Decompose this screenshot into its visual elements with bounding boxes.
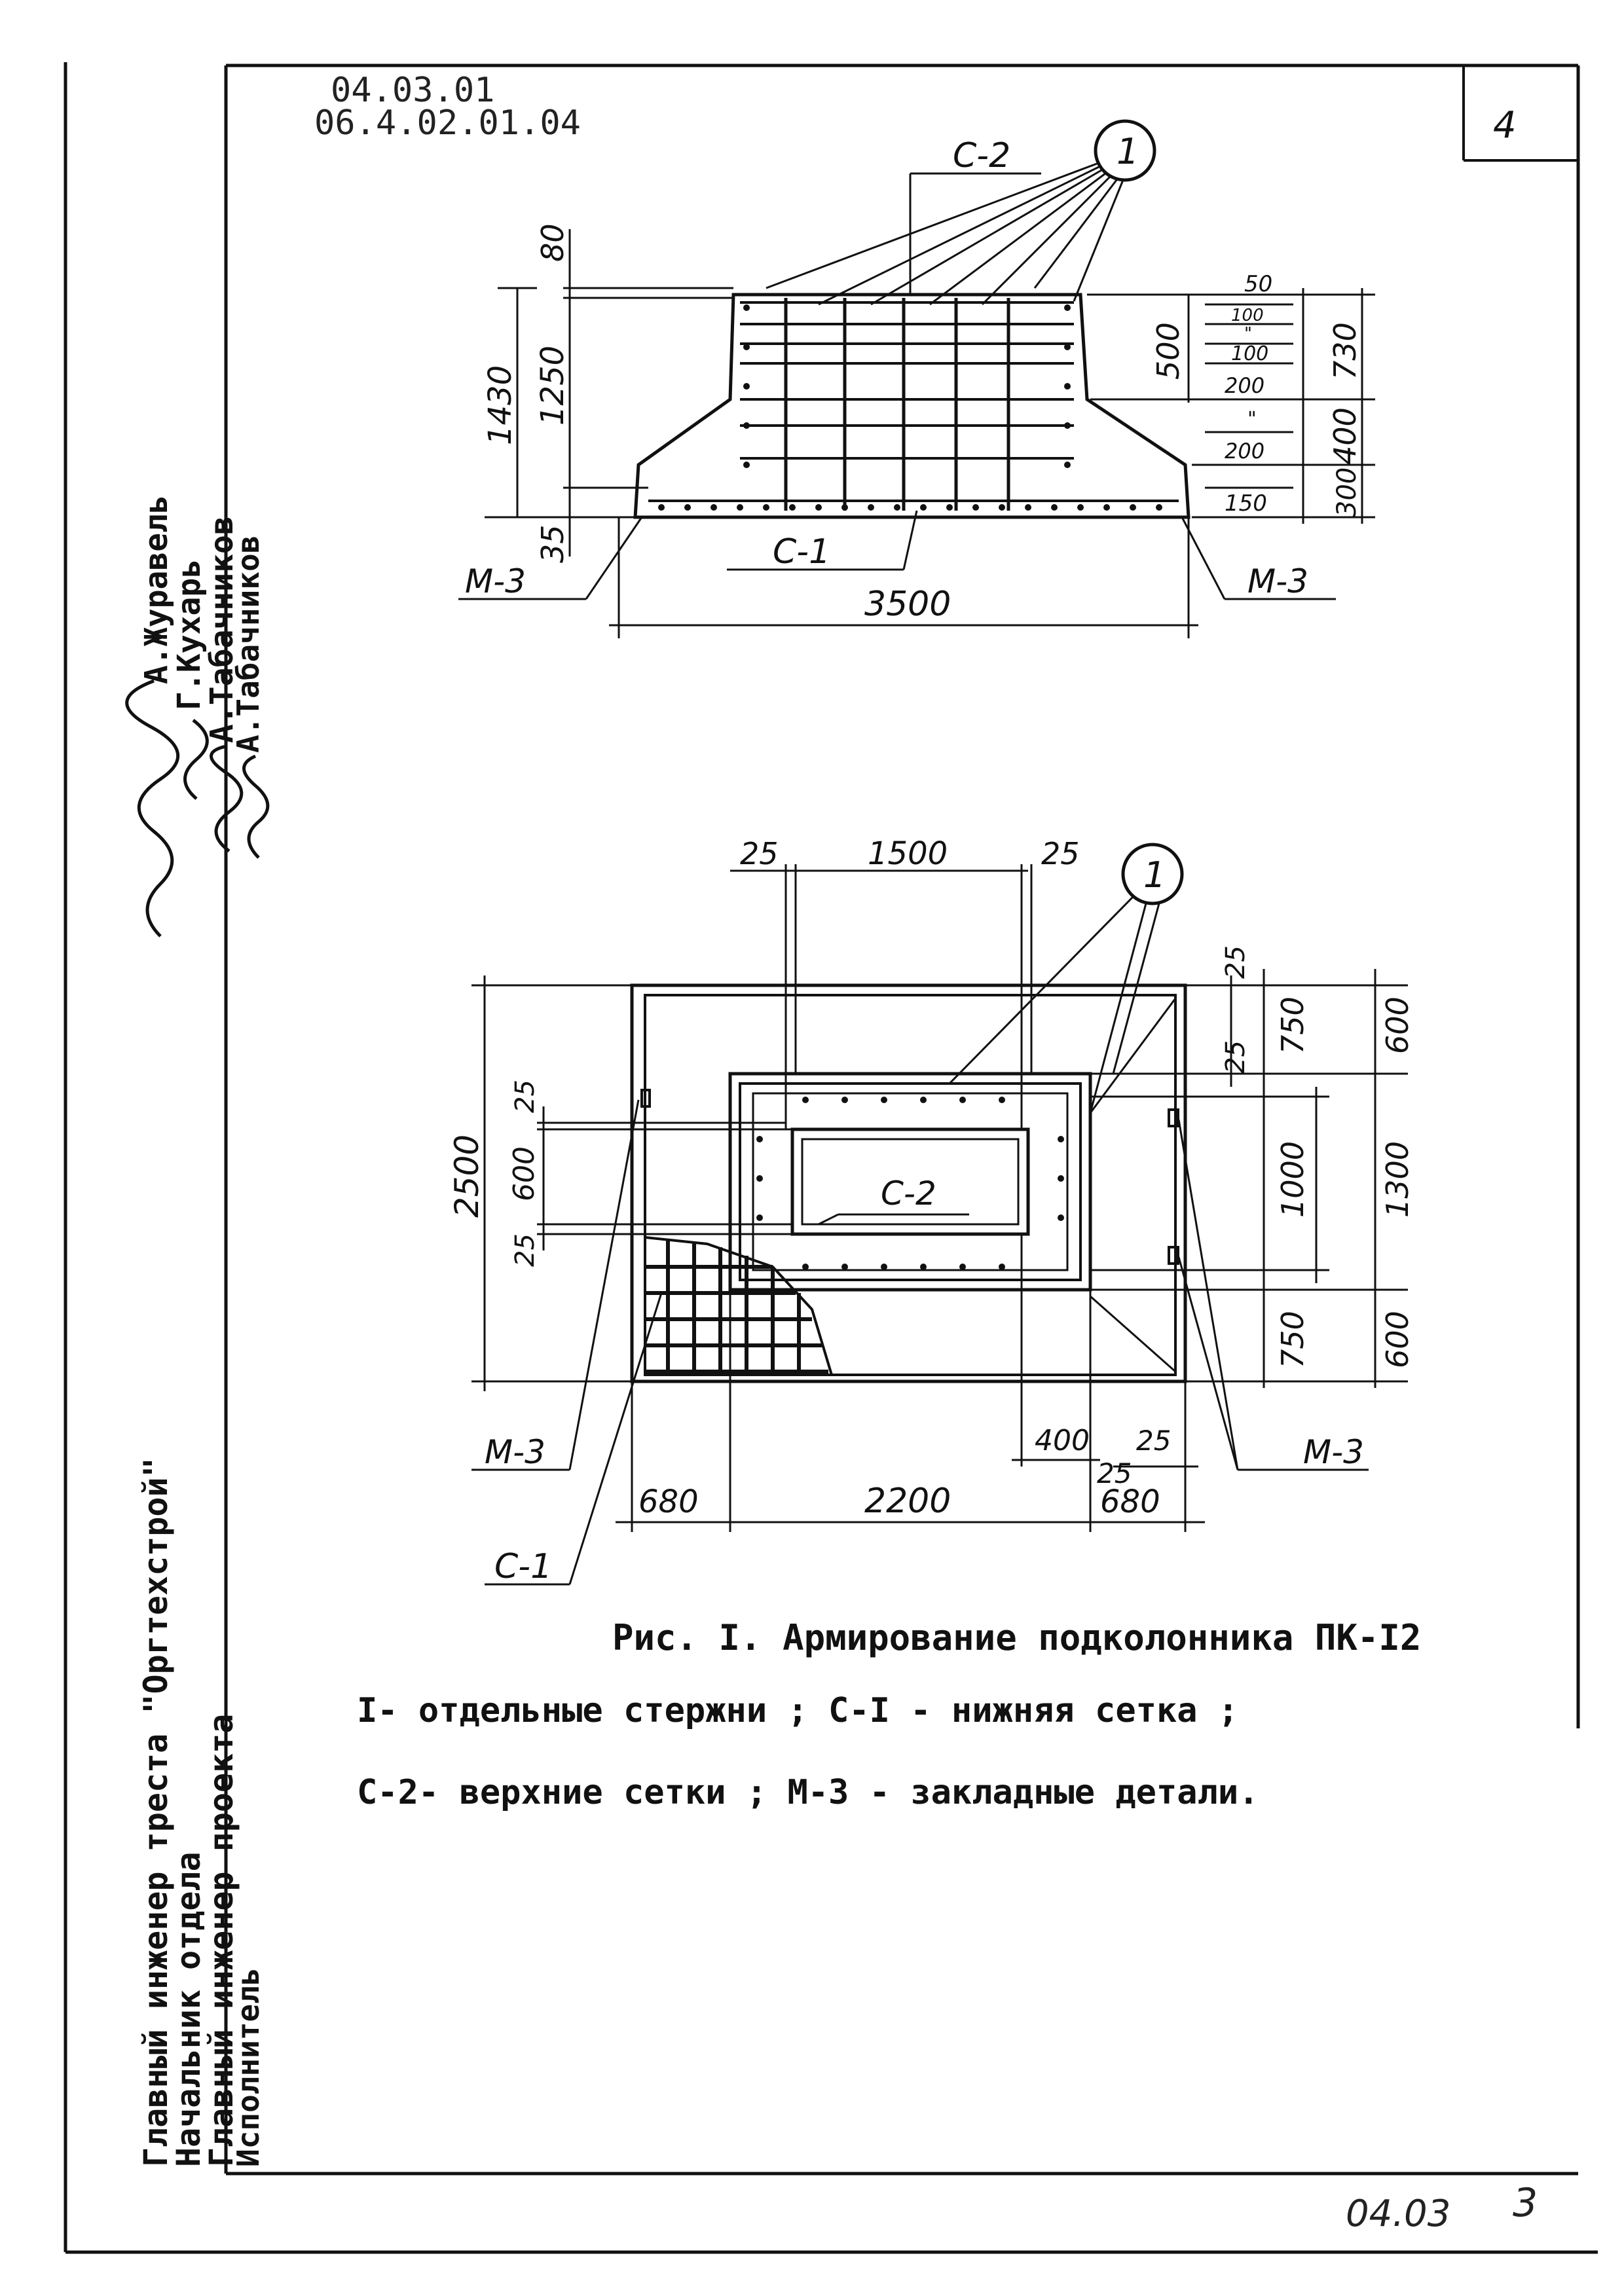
- plan-dim-l600: 600: [507, 1146, 541, 1201]
- section-step-100b: 100: [1231, 342, 1269, 365]
- section-dim-1250: 1250: [534, 345, 571, 426]
- section-label-c2: С-2: [953, 136, 1011, 175]
- plan-dim-top-25a: 25: [740, 836, 779, 871]
- section-step-50: 50: [1244, 271, 1273, 297]
- footer-page: 3: [1513, 2180, 1538, 2226]
- plan-dim-r25a: 25: [1221, 945, 1251, 979]
- footer-code: 04.03: [1346, 2193, 1451, 2235]
- plan-dim-r750a: 750: [1275, 996, 1310, 1054]
- stamp-role-3: Главный инженер проекта: [202, 1713, 240, 2167]
- section-dim-3500: 3500: [864, 585, 951, 624]
- section-dim-300: 300: [1332, 467, 1362, 517]
- plan-dim-r600a: 600: [1380, 996, 1415, 1054]
- plan-dim-l25b: 25: [510, 1233, 540, 1267]
- section-step-ditto: ": [1244, 324, 1252, 344]
- plan-dim-b400: 400: [1035, 1424, 1090, 1457]
- plan-dim-r1000: 1000: [1275, 1140, 1310, 1218]
- stamp-name-1: А.Журавель: [138, 495, 175, 684]
- section-step-ditto2: ": [1247, 408, 1257, 431]
- plan-dim-b25a: 25: [1136, 1425, 1172, 1457]
- legend-line-1: I- отдельные стержни ; С-I - нижняя сетка ;: [357, 1691, 1239, 1730]
- signature-4: [244, 756, 268, 858]
- stamp-name-2: Г.Кухарь: [171, 558, 208, 710]
- sheet-number: 4: [1493, 104, 1517, 147]
- section-dim-1430: 1430: [482, 365, 519, 445]
- section-step-150: 150: [1225, 490, 1267, 517]
- section-callout-number: 1: [1116, 131, 1139, 172]
- plan-dim-r750b: 750: [1275, 1311, 1310, 1368]
- plan-label-c2: С-2: [881, 1175, 936, 1212]
- plan-dim-r25b: 25: [1221, 1040, 1251, 1074]
- section-dim-500: 500: [1151, 322, 1186, 380]
- stamp-name-3: А.Табачников: [204, 516, 240, 743]
- plan-dim-r1300: 1300: [1380, 1140, 1415, 1218]
- plan-callout-number: 1: [1143, 854, 1166, 896]
- section-label-c1: С-1: [773, 532, 831, 572]
- section-view: [458, 121, 1375, 638]
- sheet-number-box: [1464, 65, 1578, 160]
- legend-line-2: С-2- верхние сетки ; М-3 - закладные детали.: [357, 1773, 1259, 1812]
- stamp-role-4: Исполнитель: [231, 1967, 266, 2167]
- page-frame: [65, 62, 1598, 2252]
- figure-caption: Рис. I. Армирование подколонника ПК-I2: [612, 1617, 1422, 1658]
- signature-1: [127, 681, 178, 936]
- section-dim-80: 80: [535, 223, 570, 262]
- stamp-role-2b: Начальник отдела: [170, 1851, 208, 2167]
- plan-label-m3-left: М-3: [485, 1433, 545, 1471]
- section-dim-400: 400: [1327, 407, 1363, 465]
- section-label-m3-left: М-3: [465, 562, 526, 600]
- plan-dim-l25a: 25: [510, 1080, 540, 1113]
- section-step-100a: 100: [1231, 306, 1264, 325]
- plan-dim-top-1500: 1500: [868, 835, 948, 872]
- plan-mesh-cutaway: [645, 1237, 832, 1375]
- approval-stamp: [127, 495, 268, 2167]
- stamp-role-1: Главный инженер треста "Оргтехстрой": [137, 1457, 175, 2167]
- plan-label-c1: С-1: [494, 1547, 553, 1586]
- plan-dim-b2200: 2200: [864, 1482, 951, 1521]
- plan-dim-b680b: 680: [1100, 1484, 1160, 1520]
- section-dim-730: 730: [1327, 322, 1363, 380]
- plan-label-m3-right: М-3: [1303, 1433, 1364, 1471]
- section-dim-35: 35: [535, 524, 570, 563]
- section-step-200a: 200: [1225, 373, 1265, 398]
- plan-dim-b25b: 25: [1097, 1457, 1132, 1489]
- section-outline: [635, 295, 1189, 517]
- doc-code-line1: 04.03.01: [331, 71, 495, 110]
- plan-view: [448, 835, 1415, 1586]
- plan-dim-top-25b: 25: [1041, 836, 1080, 871]
- doc-code-line2: 06.4.02.01.04: [314, 103, 581, 143]
- plan-dim-l2500: 2500: [448, 1134, 486, 1218]
- section-step-200b: 200: [1225, 439, 1265, 464]
- section-label-m3-right: М-3: [1247, 562, 1308, 600]
- signature-2: [185, 720, 208, 799]
- stamp-name-4: А.Табачников: [231, 535, 266, 753]
- plan-dim-r600b: 600: [1380, 1311, 1415, 1368]
- plan-dim-b680a: 680: [638, 1484, 699, 1520]
